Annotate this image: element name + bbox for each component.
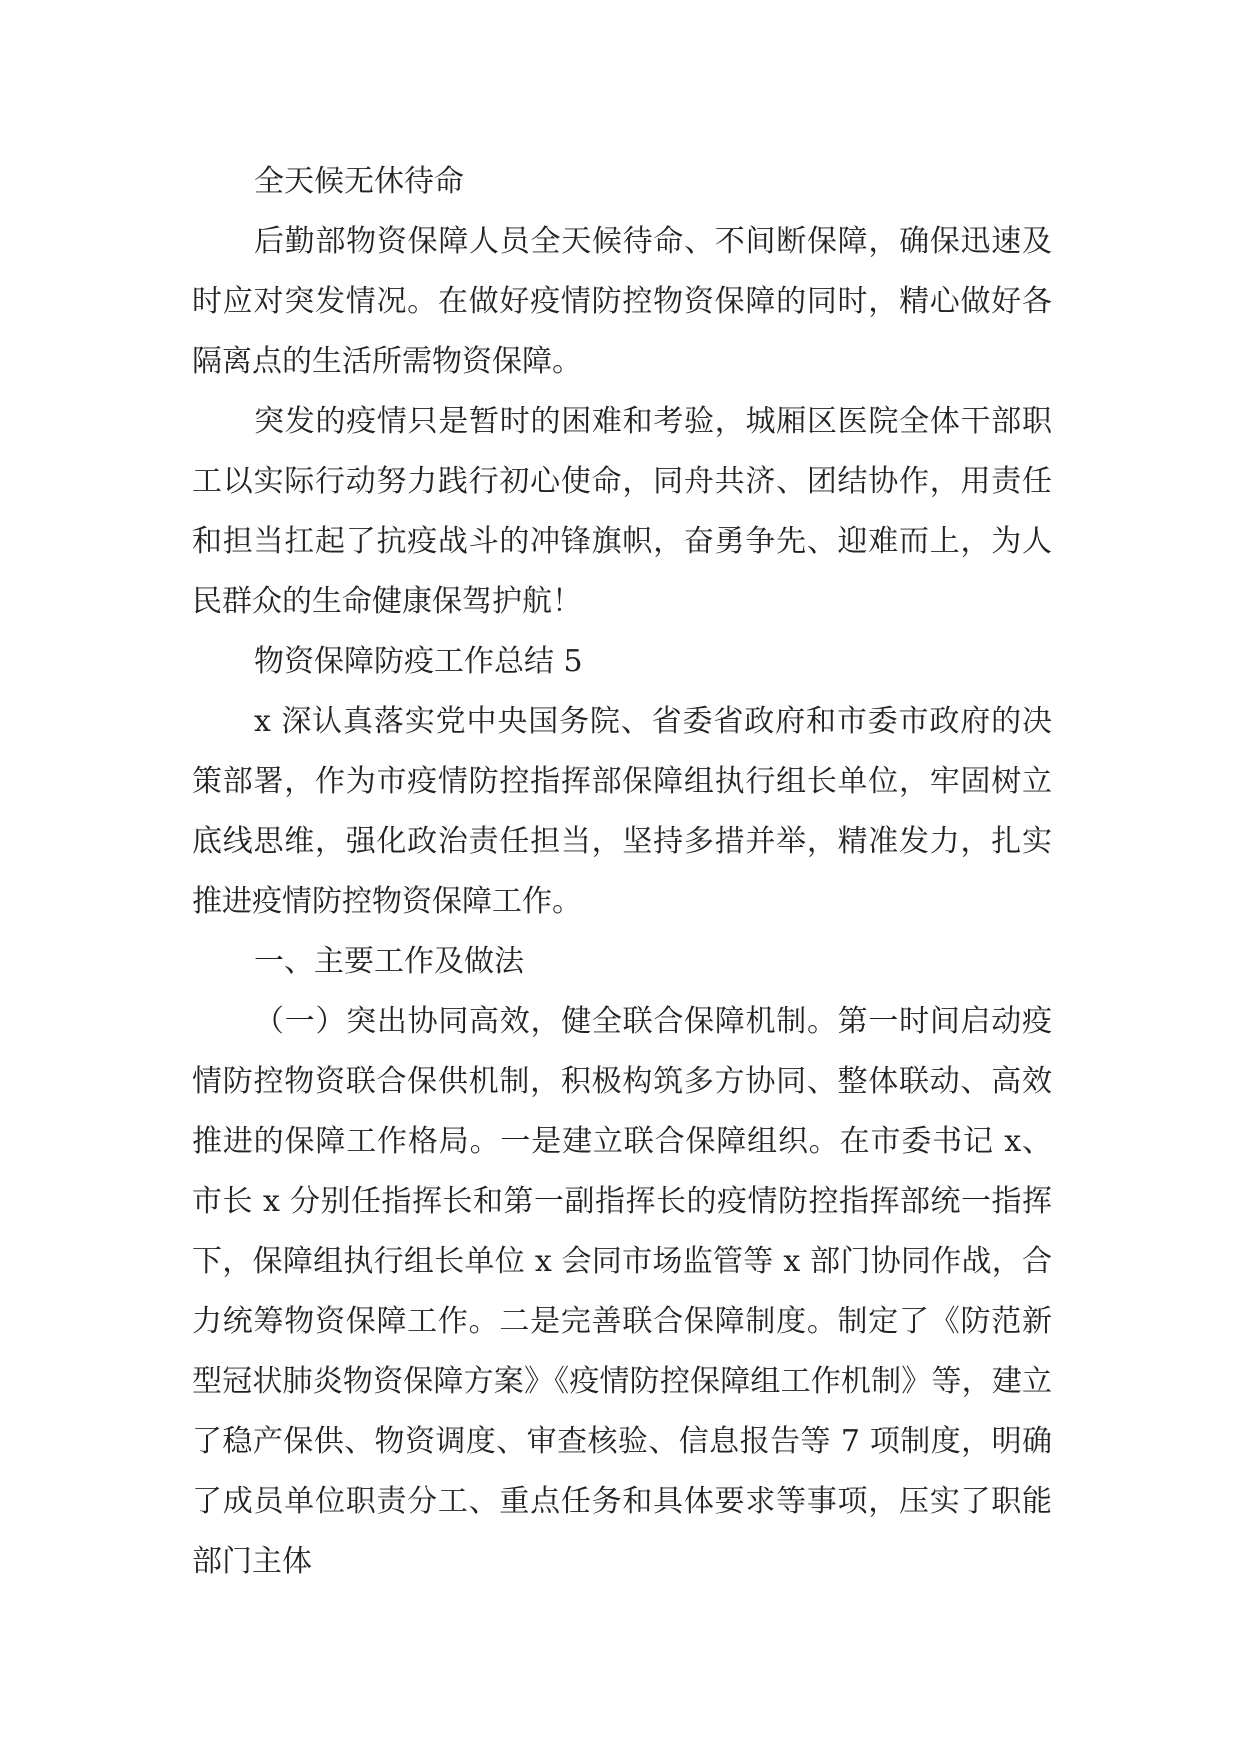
paragraph-heading-standby: 全天候无休待命 [254, 164, 464, 199]
paragraph-logistics: 后勤部物资保障人员全天候待命、不间断保障，确保迅速及时应对突发情况。在做好疫情防控物资保障的同时，精心做好各隔离点的生活所需物资保障。 [192, 224, 1052, 379]
paragraph-hospital: 突发的疫情只是暂时的困难和考验，城厢区医院全体干部职工以实际行动努力践行初心使命，同舟共济、团结协作，用责任和担当扛起了抗疫战斗的冲锋旗帜，奋勇争先、迎难而上，为人民群众的生命健康保驾护航！ [192, 404, 1052, 619]
section-heading-main-work: 一、主要工作及做法 [254, 944, 524, 979]
document-body [192, 152, 1052, 1592]
paragraph-coordination: （一）突出协同高效，健全联合保障机制。第一时间启动疫情防控物资联合保供机制，积极构筑多方协同、整体联动、高效推进的保障工作格局。一是建立联合保障组织。在市委书记 x、市长 x 分别任指挥长和第一副指挥长的疫情防控指挥部统一指挥下，保障组执行组长单位 x 会同市场监管等 x 部门协同作战，合力统筹物资保障工作。二是完善联合保障制度。制定了《防范新型冠状肺炎物资保障方案》《疫情防控保障组工作机制》等，建立了稳产保供、物资调度、审查核验、信息报告等 7 项制度，明确了成员单位职责分工、重点任务和具体要求等事项，压实了职能部门主体 [192, 1004, 1052, 1579]
paragraph-intro: x 深认真落实党中央国务院、省委省政府和市委市政府的决策部署，作为市疫情防控指挥部保障组执行组长单位，牢固树立底线思维，强化政治责任担当，坚持多措并举，精准发力，扎实推进疫情防控物资保障工作。 [192, 704, 1052, 919]
paragraph-summary-title: 物资保障防疫工作总结 5 [254, 644, 583, 679]
